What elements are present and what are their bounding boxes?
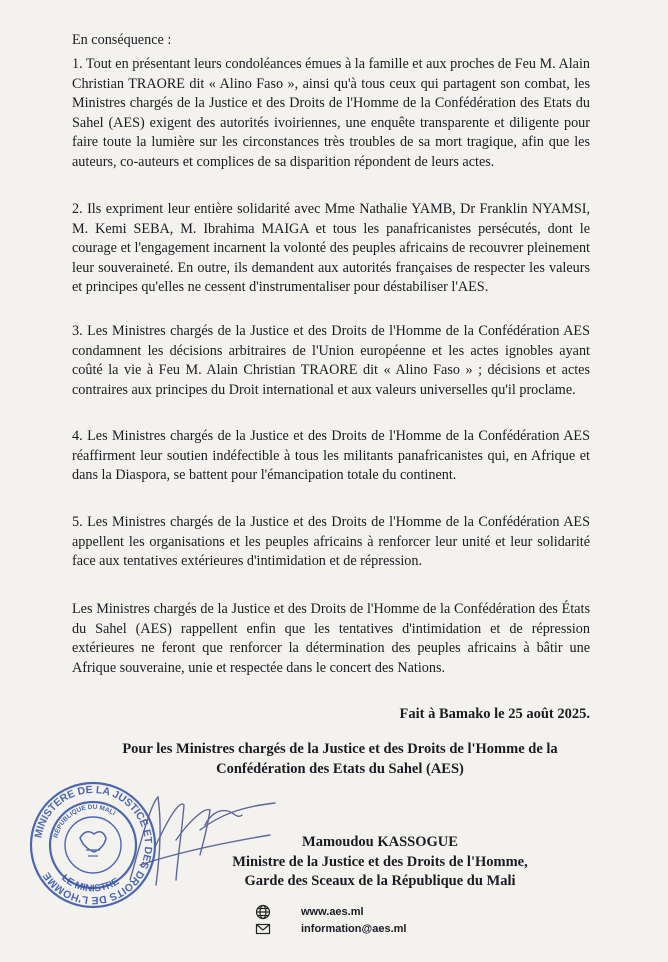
email-link[interactable]: information@aes.ml [301,923,407,935]
on-behalf-heading [60,739,620,779]
signatory-name: Mamoudou KASSOGUE [302,834,458,850]
signatory-title-line-2: Garde des Sceaux de la République du Mali [244,873,516,889]
envelope-icon [255,921,271,937]
date-place-line: Fait à Bamako le 25 août 2025. [399,706,590,722]
paragraph-3: 3. Les Ministres chargés de la Justice et des Droits de l'Homme de la Confédération AES condamnent les décisions arbitraires de l'Union européenne et les actes ignobles ayant coûté la vie à Feu M. Alain Christian TRAORE dit « Alino Faso » ; décisions et actes contraires aux principes du Droit international et aux valeurs universelles qu'il proclame. [72,323,590,398]
email-line [255,921,406,937]
svg-text:LE MINISTRE: LE MINISTRE [59,872,122,895]
intro-text: En conséquence : [72,32,172,48]
paragraph-1: 1. Tout en présentant leurs condoléances émues à la famille et aux proches de Feu M. Alain Christian TRAORE dit « Alino Faso », ainsi qu'à tous ceux qui partagent son combat, les Ministres chargés de la Justice et des Droits de l'Homme de la Confédération des Etats du Sahel (AES) exigent des autorités ivoiriennes, une enquête transparente et diligente pour faire toute la lumière sur les circonstances très troubles de sa mort tragique, afin que les auteurs, co-auteurs et complices de sa disparition répondent de leurs actes. [72,56,591,170]
svg-text:RÉPUBLIQUE DU MALI: RÉPUBLIQUE DU MALI [52,803,117,839]
website-link[interactable]: www.aes.ml [301,906,364,918]
svg-text:MINISTERE DE LA JUSTICE ET DES: MINISTERE DE LA JUSTICE ET DES DROITS DE L'HOMME [32,783,155,907]
paragraph-5: 5. Les Ministres chargés de la Justice et des Droits de l'Homme de la Confédération AES appellent les organisations et les peuples africains à renforcer leur unité et leur solidarité face aux tentatives extérieures d'intimidation et de répression. [72,514,590,570]
closing-paragraph: Les Ministres chargés de la Justice et des Droits de l'Homme de la Confédération des États du Sahel (AES) rappellent enfin que les tentatives d'intimidation et de répression extérieures ne feront que renforcer la détermination des peuples africains à bâtir une Afrique souveraine, unie et respectée dans le concert des Nations. [72,601,590,676]
signatory-title [160,853,600,891]
globe-icon [255,904,271,920]
on-behalf-line-1: Pour les Ministres chargés de la Justice et des Droits de l'Homme de la [122,741,558,757]
paragraph-4: 4. Les Ministres chargés de la Justice et des Droits de l'Homme de la Confédération AES réaffirment leur soutien indéfectible à tous les militants panafricanistes qui, en Afrique et dans la Diaspora, se battent pour l'émancipation totale du continent. [72,428,590,484]
signatory-title-line-1: Ministre de la Justice et des Droits de l'Homme, [232,854,528,870]
paragraph-2: 2. Ils expriment leur entière solidarité avec Mme Nathalie YAMB, Dr Franklin NYAMSI, M. Kemi SEBA, M. Ibrahima MAIGA et tous les panafricanistes persécutés, dont le courage et l'engagement incarnent la volonté des peuples africains de recouvrer pleinement leur souveraineté. En outre, ils demandent aux autorités françaises de respecter les valeurs et principes qu'elles ne cessent d'instrumentaliser pour déstabiliser l'AES. [72,201,590,296]
on-behalf-line-2: Confédération des Etats du Sahel (AES) [216,761,464,777]
website-line [255,904,364,920]
